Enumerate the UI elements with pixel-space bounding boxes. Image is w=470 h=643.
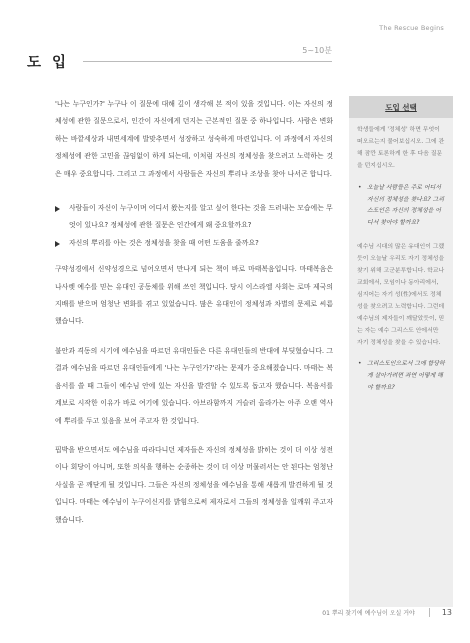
question-text: 사람들이 자신이 누구이며 어디서 왔는지를 알고 싶어 한다는 것을 드러내는 모습에는 무엇이 있나요? 정체성에 관한 질문은 인간에게 왜 중요할까요?: [69, 204, 333, 230]
paragraph-context: 불안과 격동의 시기에 예수님을 따르던 유대인들은 다른 유대인들의 반대에 부딪혔습니다. 그 결과 예수님을 따르던 유대인들에게 '나는 누구인가?'라는 문제가 중요해졌습니다. 마태는 복음서를 쓸 때 그들이 예수님 안에 있는 자신을 발견할 수 있도록 돕고자 했습니다. 복음서를 계보로 시작한 이유가 바로 여기에 있습니다. 아브라함까지 거슬러 올라가는 아주 오랜 역사에 뿌리를 두고 있음을 보여 주고자 한 것입니다.: [55, 346, 333, 425]
question-text: 자신의 뿌리를 아는 것은 정체성을 찾을 때 어떤 도움을 줄까요?: [69, 238, 259, 247]
section-header: [27, 43, 332, 87]
main-text: [55, 96, 333, 529]
sidebar-header: [349, 96, 453, 118]
sidebar-title: 도입 선택: [385, 102, 417, 112]
question-item: [55, 200, 333, 235]
sidebar-question-text: 그리스도인으로서 그에 합당하게 살아가려면 과연 어떻게 해야 할까요?: [367, 361, 445, 392]
paragraph-background: 구약성경에서 신약성경으로 넘어오면서 만나게 되는 책이 바로 마태복음입니다. 마태복음은 나사렛 예수를 믿는 유대인 공동체를 위해 쓰인 책입니다. 당시 이스라엘 사회는 로마 제국의 지배를 받으며 엄청난 변화를 겪고 있었습니다. 많은 유대인이 정체성과 차별의 문제로 씨름했습니다.: [55, 265, 333, 326]
bullet-dot-icon: •: [358, 184, 362, 191]
page-number: 13: [441, 608, 452, 617]
sidebar-box: [349, 96, 453, 607]
footer-divider: [429, 608, 430, 617]
footer-note: 01 뿌리 찾기에 예수님이 오실 거야: [322, 610, 415, 617]
sidebar-instruction: 학생들에게 '정체성' 하면 무엇이 떠오르는지 물어보십시오. 그에 관해 잠깐 토론하게 한 후 다음 질문을 던지십시오.: [357, 127, 445, 169]
section-divider: [83, 61, 332, 62]
sidebar-body: [349, 118, 453, 395]
paragraph-conclusion: 핍박을 받으면서도 예수님을 따라다니던 제자들은 자신의 정체성을 밝히는 것이 더 이상 성전이나 회당이 아니며, 또한 의식을 행하는 순종하는 것이 더 이상 머물러서는 안 된다는 엄청난 사실을 곧 깨닫게 될 것입니다. 그들은 자신의 정체성을 예수님을 통해 새롭게 발견하게 될 것입니다. 마태는 예수님이 누구이신지를 밝힘으로써 제자로서 그들의 정체성을 일깨워 주고자 했습니다.: [55, 445, 333, 524]
triangle-bullet-icon: [55, 241, 60, 247]
discussion-questions: [55, 200, 333, 252]
triangle-bullet-icon: [55, 206, 60, 212]
page-footer: [322, 608, 452, 617]
sidebar-question: [357, 359, 445, 395]
sidebar-question: [357, 183, 445, 231]
section-duration: 5~10분: [302, 46, 332, 55]
sidebar-explanation: 예수님 시대의 많은 유대인이 그랬듯이 오늘날 우리도 자기 정체성을 찾기 위해 고군분투합니다. 학교나 교회에서, 모임이나 동아리에서, 심지어는 자기 성(性)에서도 정체성을 찾으려고 노력합니다. 그런데 예수님의 제자들이 깨달았듯이, 믿는 자는 예수 그리스도 안에서만 자기 정체성을 찾을 수 있습니다.: [357, 244, 445, 346]
question-item: [55, 235, 333, 252]
sidebar-question-text: 오늘날 사람들은 주로 어디서 자신의 정체성을 찾나요? 그리스도인은 자신의 정체성을 어디서 찾아야 할까요?: [367, 184, 445, 227]
paragraph-intro: '나는 누구인가?' 누구나 이 질문에 대해 깊이 생각해 본 적이 있을 것입니다. 이는 자신의 정체성에 관한 질문으로서, 인간이 자신에게 던지는 근본적인 질문 중 하나입니다. 사람은 변화하는 바깥세상과 내면세계에 발맞추면서 성장하고 성숙하게 마련입니다. 이 과정에서 자신의 정체성에 관한 고민을 끊임없이 하게 되는데, 이처럼 자신의 정체성을 찾으려고 노력하는 것은 매우 중요합니다. 그리고 그 과정에서 사람들은 자신의 뿌리나 조상을 찾아 나서곤 합니다.: [55, 100, 333, 178]
section-title: 도 입: [27, 55, 70, 71]
bullet-dot-icon: •: [358, 361, 362, 368]
running-header: The Rescue Begins: [379, 24, 444, 32]
